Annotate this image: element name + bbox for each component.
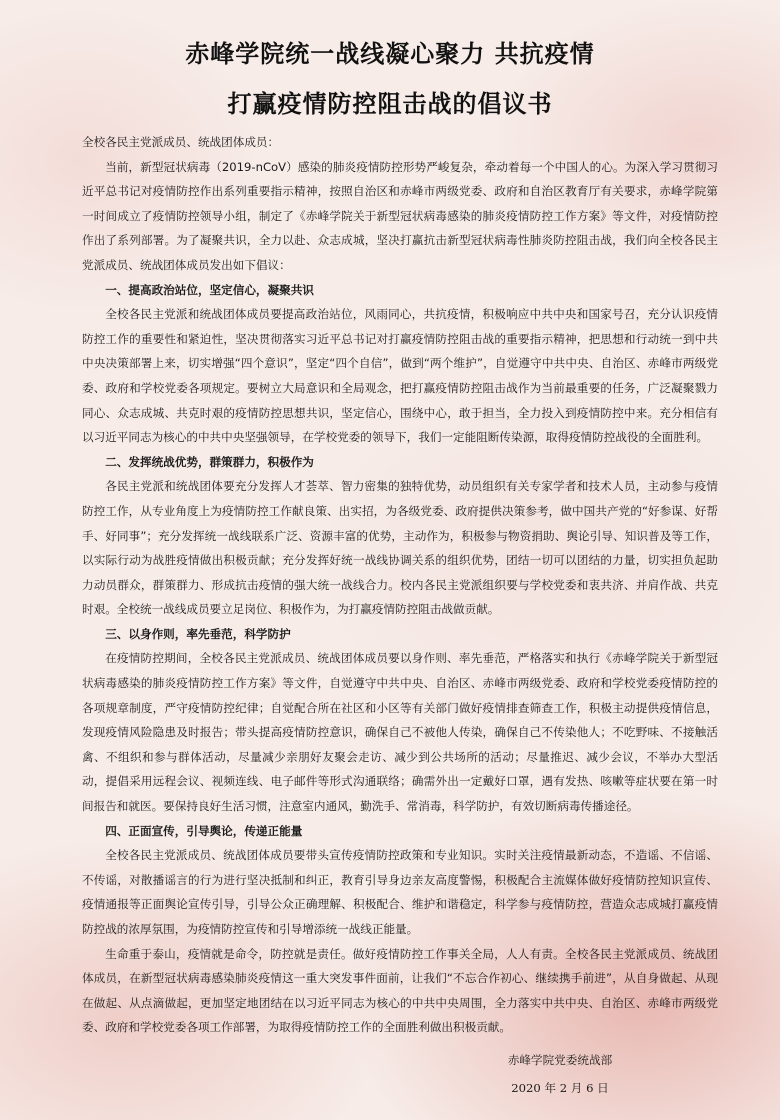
intro-paragraph: 当前，新型冠状病毒（2019-nCoV）感染的肺炎疫情防控形势严峻复杂，牵动着每一个中国人的心。为深入学习贯彻习近平总书记对疫情防控作出系列重要指示精神，按照自治区和赤峰市两级党委、政府和自治区教育厅有关要求，赤峰学院第一时间成立了疫情防控领导小组，制定了《赤峰学院关于新型冠状病毒感染的肺炎疫情防控工作方案》等文件，对疫情防控作出了系列部署。为了凝聚共识，全力以赴、众志成城，坚决打赢抗击新型冠状病毒性肺炎防控阻击战，我们向全校各民主党派成员、统战团体成员发出如下倡议： <box>82 159 718 272</box>
signature-date: 2020 年 2 月 6 日 <box>511 1081 609 1095</box>
document-title-line1: 赤峰学院统一战线凝心聚力 共抗疫情 <box>185 40 595 68</box>
section1-paragraph: 全校各民主党派和统战团体成员要提高政治站位，风雨同心，共抗疫情，积极响应中共中央和国家号召，充分认识疫情防控工作的重要性和紧迫性，坚决贯彻落实习近平总书记对打赢疫情防控阻击战的重要指示精神，把思想和行动统一到中共中央决策部署上来，切实增强“四个意识”，坚定“四个自信”，做到“两个维护”，自觉遵守中共中央、自治区、赤峰市两级党委、政府和学校党委各项规定。要树立大局意识和全局观念，把打赢疫情防控阻击战作为当前最重要的任务，广泛凝聚戮力同心、众志成城、共克时艰的疫情防控思想共识，坚定信心，围绕中心，敢于担当，全力投入到疫情防控中来。充分相信有以习近平同志为核心的中共中央坚强领导，在学校党委的领导下，我们一定能阻断传染源，取得疫情防控战役的全面胜利。 <box>82 307 718 445</box>
salutation: 全校各民主党派成员、统战团体成员： <box>82 135 280 149</box>
section3-heading: 三、以身作则，率先垂范，科学防护 <box>105 626 291 641</box>
section4-paragraph: 全校各民主党派成员、统战团体成员要带头宣传疫情防控政策和专业知识。实时关注疫情最新动态，不造谣、不信谣、不传谣，对散播谣言的行为进行坚决抵制和纠正，教育引导身边亲友高度警惕，积极配合主流媒体做好疫情防控知识宣传、疫情通报等正面舆论宣传引导，引导公众正确理解、积极配合、维护和谐稳定，科学参与疫情防控，营造众志成城打赢疫情防控战的浓厚氛围，为疫情防控宣传和引导增添统一战线正能量。 <box>82 848 718 936</box>
document-title-line2: 打赢疫情防控阻击战的倡议书 <box>227 90 553 118</box>
section4-heading: 四、正面宣传，引导舆论，传递正能量 <box>105 823 303 838</box>
document-body <box>82 130 718 1040</box>
section1-heading: 一、提高政治站位，坚定信心，凝聚共识 <box>105 282 314 297</box>
signature-organization: 赤峰学院党委统战部 <box>507 1053 613 1067</box>
section2-paragraph: 各民主党派和统战团体要充分发挥人才荟萃、智力密集的独特优势，动员组织有关专家学者和技术人员，主动参与疫情防控工作，从专业角度上为疫情防控工作献良策、出实招，为各级党委、政府提供决策参考，做中国共产党的“好参谋、好帮手、好同事”；充分发挥统一战线联系广泛、资源丰富的优势，主动作为，积极参与物资捐助、舆论引导、知识普及等工作，以实际行动为战胜疫情做出积极贡献；充分发挥好统一战线协调关系的组织优势，团结一切可以团结的力量，切实担负起助力动员群众，群策群力、形成抗击疫情的强大统一战线合力。校内各民主党派组织要与学校党委和衷共济、并肩作战、共克时艰。全校统一战线成员要立足岗位、积极作为，为打赢疫情防控阻击战做贡献。 <box>82 479 718 617</box>
section3-paragraph: 在疫情防控期间，全校各民主党派成员、统战团体成员要以身作则、率先垂范，严格落实和执行《赤峰学院关于新型冠状病毒感染的肺炎疫情防控工作方案》等文件，自觉遵守中共中央、自治区、赤峰市两级党委、政府和学校党委疫情防控的各项规章制度，严守疫情防控纪律；自觉配合所在社区和小区等有关部门做好疫情排查筛查工作，积极主动提供疫情信息，发现疫情风险隐患及时报告；带头提高疫情防控意识，确保自己不被他人传染，确保自己不传染他人；不吃野味、不接触活禽、不组织和参与群体活动，尽量减少亲朋好友聚会走访、减少到公共场所的活动；尽量推迟、减少会议，不举办大型活动，提倡采用远程会议、视频连线、电子邮件等形式沟通联络；确需外出一定戴好口罩，遇有发热、咳嗽等症状要在第一时间报告和就医。要保持良好生活习惯，注意室内通风，勤洗手、常消毒，科学防护，有效切断病毒传播途径。 <box>82 651 718 814</box>
closing-paragraph: 生命重于泰山，疫情就是命令，防控就是责任。做好疫情防控工作事关全局，人人有责。全校各民主党派成员、统战团体成员，在新型冠状病毒感染肺炎疫情这一重大突发事件面前，让我们“不忘合作初心、继续携手前进”，从自身做起、从现在做起、从点滴做起，更加坚定地团结在以习近平同志为核心的中共中央周围，全力落实中共中央、自治区、赤峰市两级党委、政府和学校党委各项工作部署，为取得疫情防控工作的全面胜利做出积极贡献。 <box>82 946 718 1035</box>
signature-block <box>490 1046 630 1102</box>
section2-heading: 二、发挥统战优势，群策群力，积极作为 <box>105 454 314 469</box>
